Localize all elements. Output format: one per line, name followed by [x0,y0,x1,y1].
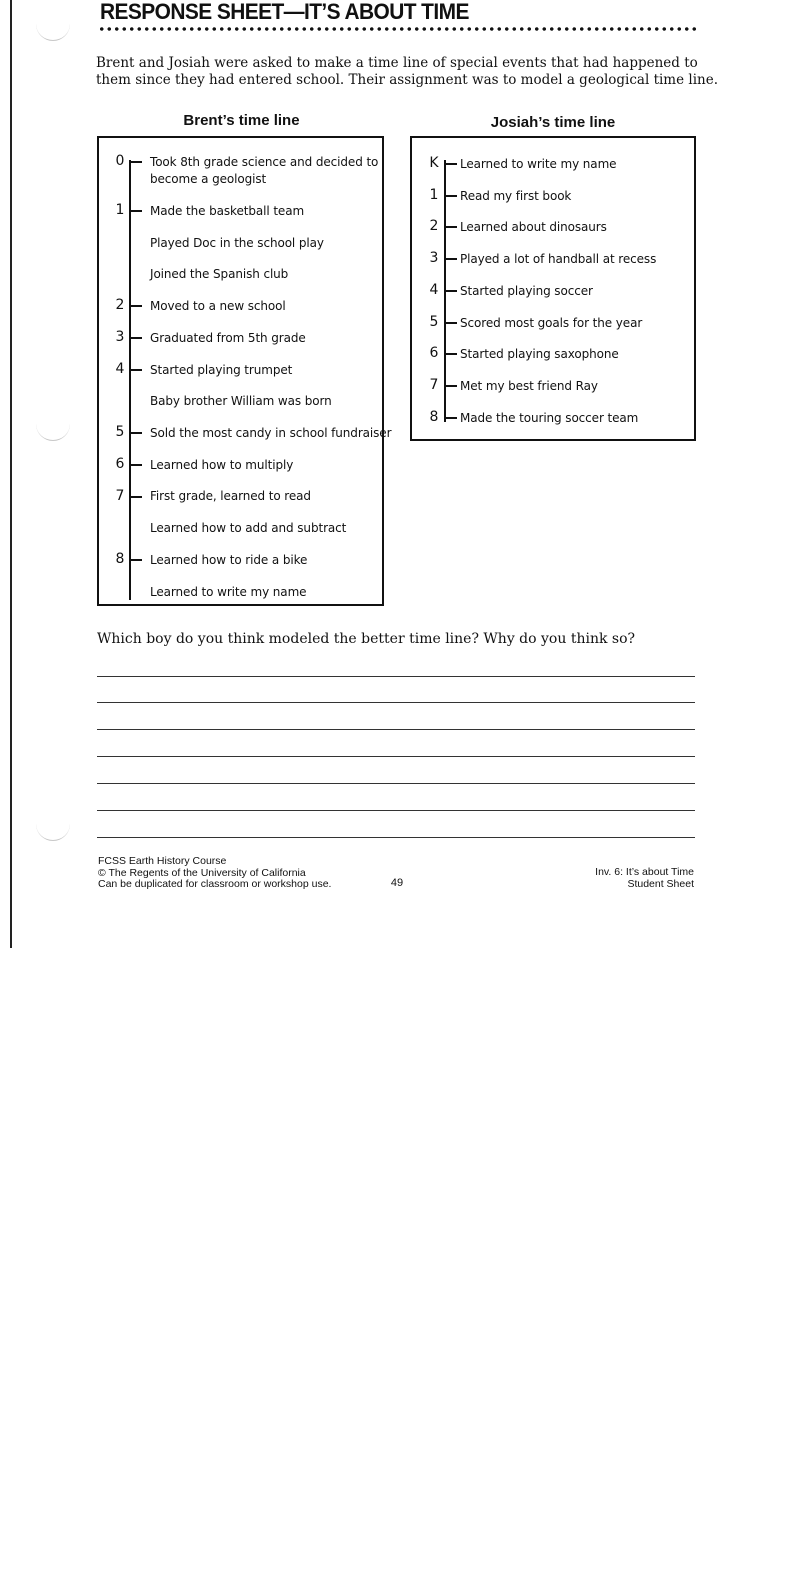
josiah-marker: K [429,155,439,171]
josiah-event: Met my best friend Ray [460,379,598,393]
josiah-tick [445,322,457,324]
brent-marker: 7 [115,488,125,504]
josiah-event: Started playing soccer [460,284,593,298]
brent-marker: 2 [115,297,125,313]
josiah-timeline-title: Josiah’s time line [490,114,616,131]
brent-tick [130,496,142,498]
footer-investigation: Inv. 6: It’s about Time [595,866,694,878]
brent-marker: 3 [115,329,125,345]
brent-marker: 5 [115,424,125,440]
brent-event: Baby brother William was born [150,394,332,408]
answer-line[interactable] [97,756,695,757]
brent-marker: 0 [115,153,125,169]
punch-hole-mark [36,424,70,441]
brent-timeline-title: Brent’s time line [183,112,300,129]
brent-event: Learned how to add and subtract [150,521,347,535]
josiah-tick [445,353,457,355]
brent-tick [130,464,142,466]
brent-tick [130,161,142,163]
josiah-tick [445,195,457,197]
brent-event: Made the basketball team [150,204,305,218]
josiah-marker: 1 [429,187,439,203]
answer-line[interactable] [97,676,695,677]
brent-marker: 8 [115,551,125,567]
question-prompt: Which boy do you think modeled the better time line? Why do you think so? [97,631,636,647]
answer-line[interactable] [97,729,695,730]
brent-event: Learned to write my name [150,585,307,599]
intro-line: Brent and Josiah were asked to make a time line of special events that had happened to [96,55,698,71]
punch-hole-mark [36,824,70,841]
answer-line[interactable] [97,837,695,838]
brent-marker: 1 [115,202,125,218]
josiah-tick [445,163,457,165]
punch-hole-mark [36,24,70,41]
page-left-border [10,0,12,948]
josiah-tick [445,385,457,387]
josiah-marker: 7 [429,377,439,393]
brent-event: Played Doc in the school play [150,236,324,250]
brent-event: Sold the most candy in school fundraiser [150,426,392,440]
brent-tick [130,432,142,434]
brent-event: Joined the Spanish club [150,267,289,281]
brent-tick [130,559,142,561]
brent-event: Graduated from 5th grade [150,331,306,345]
page-title: RESPONSE SHEET—IT’S ABOUT TIME [100,0,469,24]
josiah-marker: 8 [429,409,439,425]
josiah-marker: 5 [429,314,439,330]
footer-duplicate: Can be duplicated for classroom or workshop use. [98,878,332,890]
josiah-event: Made the touring soccer team [460,411,639,425]
brent-marker: 4 [115,361,125,377]
josiah-marker: 2 [429,218,439,234]
answer-line[interactable] [97,702,695,703]
footer-right [560,867,694,890]
answer-line[interactable] [97,810,695,811]
brent-marker: 6 [115,456,125,472]
josiah-marker: 3 [429,250,439,266]
josiah-event: Read my first book [460,189,572,203]
footer-copyright: © The Regents of the University of California [98,866,306,879]
josiah-timeline-box [410,136,696,441]
josiah-event: Learned about dinosaurs [460,220,607,234]
brent-tick [130,210,142,212]
josiah-event: Scored most goals for the year [460,316,643,330]
answer-line[interactable] [97,783,695,784]
josiah-marker: 6 [429,345,439,361]
brent-tick [130,337,142,339]
josiah-marker: 4 [429,282,439,298]
josiah-tick [445,258,457,260]
josiah-tick [445,226,457,228]
josiah-event: Learned to write my name [460,157,617,171]
brent-timeline-axis [129,160,131,600]
brent-event: Started playing trumpet [150,363,293,377]
brent-event: become a geologist [150,172,267,186]
intro-line: them since they had entered school. Their assignment was to model a geological time line. [96,72,719,88]
brent-tick [130,305,142,307]
footer-course: FCSS Earth History Course [98,855,227,867]
footer-left [98,856,331,891]
brent-event: Took 8th grade science and decided to [150,155,379,169]
josiah-tick [445,417,457,419]
intro-paragraph [96,55,719,89]
title-dotted-rule [98,27,698,31]
josiah-event: Started playing saxophone [460,347,619,361]
brent-event: Learned how to ride a bike [150,553,308,567]
josiah-tick [445,290,457,292]
brent-timeline-box [97,136,392,606]
brent-event: Moved to a new school [150,299,286,313]
brent-tick [130,369,142,371]
brent-event: First grade, learned to read [150,489,311,503]
brent-event: Learned how to multiply [150,458,294,472]
footer-sheet-type: Student Sheet [627,877,694,890]
josiah-event: Played a lot of handball at recess [460,252,657,266]
page-number: 49 [390,877,404,889]
